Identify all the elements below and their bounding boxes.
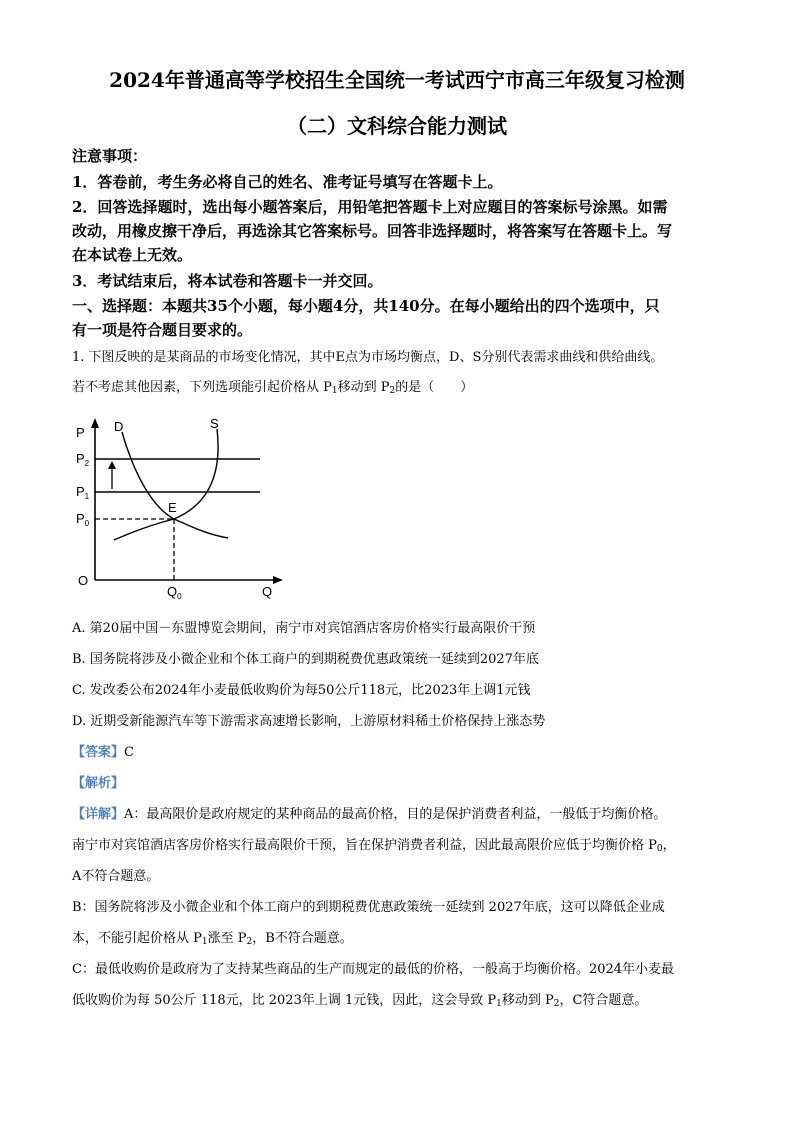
notice-item-1: 1．答卷前，考生务必将自己的姓名、准考证号填写在答题卡上。 — [72, 173, 503, 191]
notice-item-3: 3．考试结束后，将本试卷和答题卡一并交回。 — [72, 272, 383, 290]
supply-curve — [174, 429, 218, 519]
detail-b-line2: 本，不能引起价格从 $P_1$涨至 $P_2$，B不符合题意。 — [72, 931, 353, 947]
analysis-line — [72, 773, 722, 795]
detail-a-line3: A不符合题意。 — [72, 869, 160, 884]
option-a: A. 第20届中国－东盟博览会期间，南宁市对宾馆酒店客房价格实行最高限价干预 — [72, 621, 536, 636]
answer-tag: 【答案】 — [72, 745, 125, 760]
equilibrium-label: E — [168, 500, 177, 515]
detail-tag: 【详解】 — [72, 807, 125, 822]
p1-label: $P_1$ — [76, 484, 90, 501]
section-heading-line1: 一、选择题：本题共35个小题，每小题4分，共140分。在每小题给出的四个选项中，只 — [72, 297, 660, 315]
origin-label: O — [78, 573, 89, 588]
analysis-tag: 【解析】 — [72, 776, 125, 791]
d-curve-label: D — [114, 419, 124, 434]
option-d: D. 近期受新能源汽车等下游需求高速增长影响，上游原材料稀土价格保持上涨态势 — [72, 714, 546, 729]
notice-item-2-line3: 在本试卷上无效。 — [72, 246, 193, 264]
detail-c-line1: C：最低收购价是政府为了支持某些商品的生产而规定的最低的价格，一般高于均衡价格。2024年小麦最 — [72, 962, 675, 977]
option-b: B. 国务院将涉及小微企业和个体工商户的到期税费优惠政策统一延续到2027年底 — [72, 652, 539, 667]
p0-label: $P_0$ — [76, 511, 90, 528]
notice-heading: 注意事项： — [72, 147, 148, 165]
question-stem-line1: 1. 下图反映的是某商品的市场变化情况，其中E点为市场均衡点，D、S分别代表需求曲线和供给曲线。 — [72, 350, 664, 365]
detail-a-line2: 南宁市对宾馆酒店客房价格实行最高限价干预，旨在保护消费者利益，因此最高限价应低于均衡价格 $P_0$， — [72, 838, 676, 854]
detail-b-line1: B：国务院将涉及小微企业和个体工商户的到期税费优惠政策统一延续到 2027年底，这可以降低企业成 — [72, 900, 665, 915]
p2-label: $P_2$ — [76, 451, 90, 468]
q-axis-label: Q — [262, 584, 273, 599]
s-curve-label: S — [210, 416, 219, 431]
option-c: C. 发改委公布2024年小麦最低收购价为每50公斤118元，比2023年上调1元钱 — [72, 683, 531, 698]
demand-curve-tail — [114, 519, 174, 540]
notice-item-2-line1: 2．回答选择题时，选出每小题答案后，用铅笔把答题卡上对应题目的答案标号涂黑。如需 — [72, 198, 668, 216]
x-axis-arrow — [273, 576, 283, 584]
answer-value: C — [124, 745, 134, 760]
p-axis-label: P — [76, 425, 85, 440]
q0-label: $Q_0$ — [167, 584, 182, 601]
answer-line — [72, 742, 722, 764]
page-title-line1: 2024年普通高等学校招生全国统一考试西宁市高三年级复习检测 — [109, 68, 685, 92]
up-arrow-icon — [108, 461, 116, 469]
detail-a-line1: 【详解】A：最高限价是政府规定的某种商品的最高价格，目的是保护消费者利益，一般低于均衡价格。 — [72, 807, 667, 822]
notice-item-2-line2: 改动，用橡皮擦干净后，再选涂其它答案标号。回答非选择题时，将答案写在答题卡上。写 — [72, 222, 673, 240]
page-title-line2: （二）文科综合能力测试 — [287, 114, 507, 138]
y-axis-arrow — [91, 418, 99, 428]
supply-demand-diagram — [70, 412, 295, 602]
question-stem-line2: 若不考虑其他因素，下列选项能引起价格从 $P_1$移动到 $P_2$的是（ ） — [72, 380, 474, 396]
demand-curve — [122, 432, 228, 538]
detail-c-line2: 低收购价为每 50公斤 118元，比 2023年上调 1元钱，因此，这会导致 $P_1$移动到 $P_2$，C符合题意。 — [72, 993, 648, 1009]
section-heading-line2: 有一项是符合题目要求的。 — [72, 321, 253, 339]
